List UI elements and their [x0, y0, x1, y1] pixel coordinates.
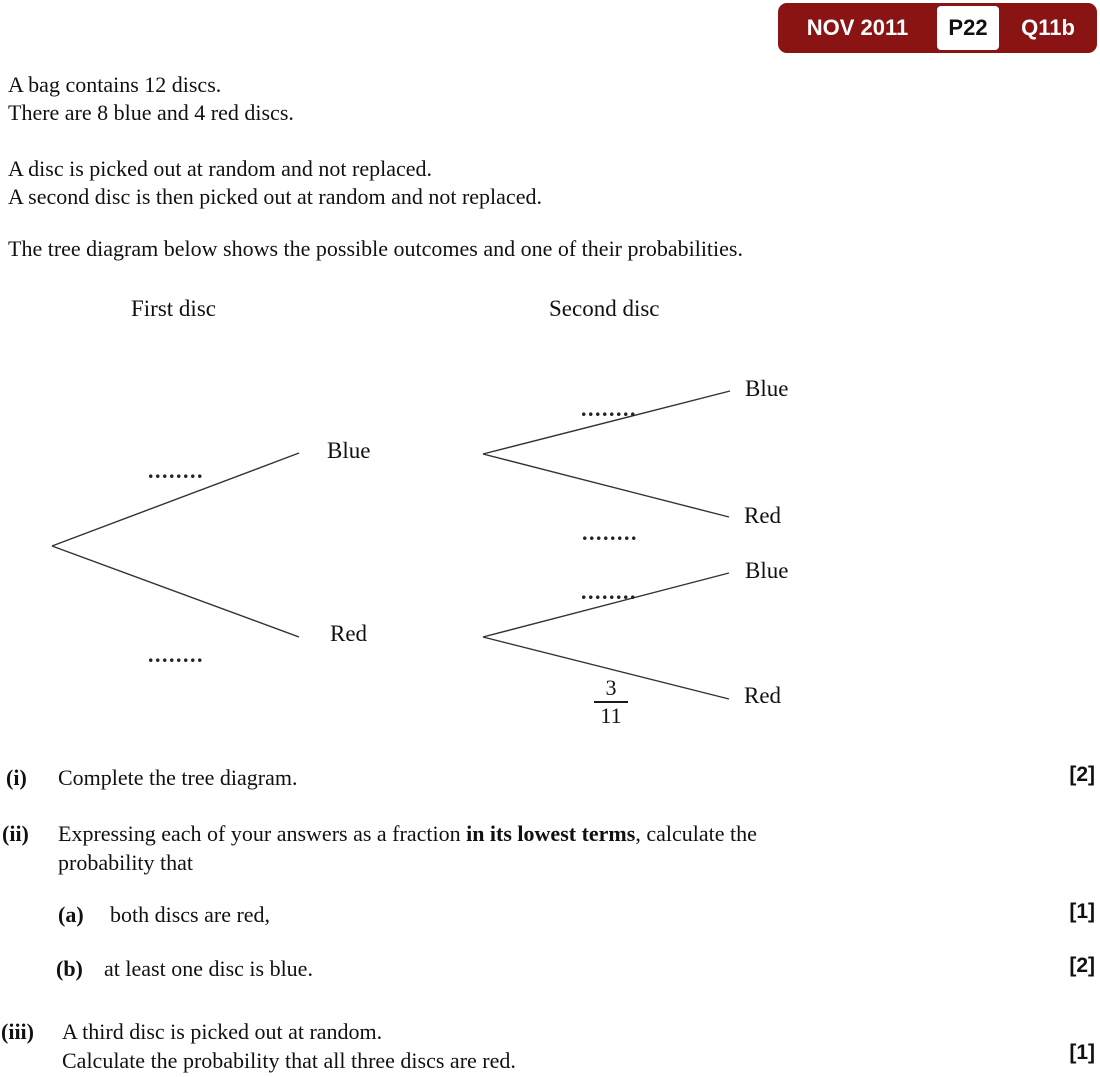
question-iii-label: (iii): [1, 1019, 34, 1044]
question-iii-marks: [1]: [1069, 1041, 1095, 1064]
branch-label-blue-red: Red: [744, 503, 782, 528]
question-ii-text-suffix: , calculate the: [635, 821, 757, 846]
probability-blank-first-blue: ........: [148, 458, 204, 483]
question-i-label: (i): [6, 765, 27, 790]
question-ii-b-label: (b): [56, 956, 83, 981]
branch-label-first-red: Red: [330, 621, 368, 646]
question-ii-label: (ii): [2, 821, 29, 846]
intro-line: A second disc is then picked out at random and not replaced.: [8, 184, 542, 209]
badge-question-code: Q11b: [1021, 15, 1075, 40]
branch-label-first-blue: Blue: [327, 438, 371, 463]
first-disc-header: First disc: [131, 296, 216, 321]
probability-blank-first-red: ........: [148, 642, 204, 667]
branch-label-blue-blue: Blue: [745, 376, 789, 401]
question-i-text: Complete the tree diagram.: [58, 765, 298, 790]
probability-blank-blue-red: ........: [582, 520, 638, 545]
branch-label-red-blue: Blue: [745, 558, 789, 583]
question-ii-text-bold: in its lowest terms: [466, 821, 636, 846]
question-ii-b-text: at least one disc is blue.: [104, 956, 313, 981]
question-ii-text-line1: [58, 819, 757, 848]
badge-paper-code: P22: [937, 6, 999, 50]
fraction-denominator: 11: [600, 703, 622, 728]
branch-line-blue-red: [483, 454, 729, 517]
question-ii-b-marks: [2]: [1069, 954, 1095, 977]
question-iii-text-line1: A third disc is picked out at random.: [62, 1019, 383, 1044]
branch-line-first-red: [52, 546, 299, 637]
probability-blank-red-blue: ........: [581, 579, 637, 604]
question-iii-text: [62, 1017, 516, 1075]
question-ii-a-text: both discs are red,: [110, 902, 271, 927]
intro-line: A bag contains 12 discs.: [8, 72, 222, 97]
question-ii-a-label: (a): [58, 902, 84, 927]
probability-fraction-red-red: [594, 676, 628, 728]
fraction-numerator: 3: [594, 676, 628, 703]
question-ii-text-line2: probability that: [58, 850, 194, 875]
second-disc-header: Second disc: [549, 296, 660, 321]
question-iii-text-line2: Calculate the probability that all three discs are red.: [62, 1048, 516, 1073]
intro-line: A disc is picked out at random and not replaced.: [8, 156, 432, 181]
question-ii-a-marks: [1]: [1069, 900, 1095, 923]
probability-blank-blue-blue: ........: [581, 396, 637, 421]
branch-label-red-red: Red: [744, 683, 782, 708]
badge-session: NOV 2011: [806, 15, 909, 40]
question-i-marks: [2]: [1069, 763, 1095, 786]
intro-paragraph-3: The tree diagram below shows the possible outcomes and one of their probabilities.: [8, 236, 743, 261]
question-ii-text: [58, 819, 757, 877]
question-ii-text-prefix: Expressing each of your answers as a fraction: [58, 821, 467, 846]
intro-line: There are 8 blue and 4 red discs.: [8, 100, 294, 125]
